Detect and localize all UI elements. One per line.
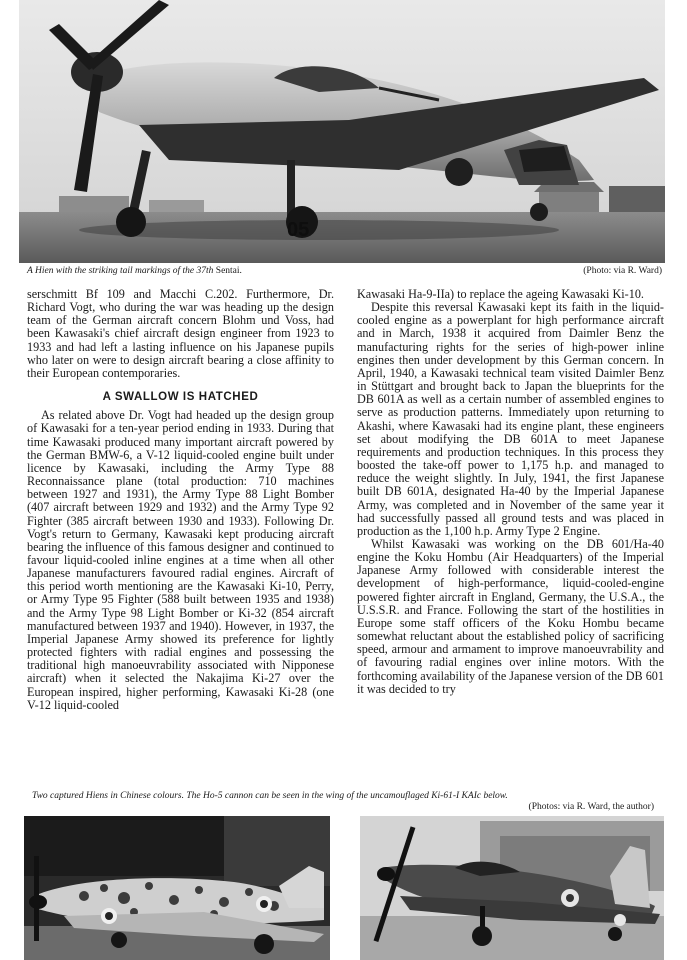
article-paragraph: serschmitt Bf 109 and Macchi C.202. Furthermore, Dr. Richard Vogt, who during the war was heading up the design team of the German aircraft concern Blohm und Voss, had been Kawasaki's chief aircraft design engineer from 1923 to 1933 and had left a lasting influence on his Japanese pupils who later on were to design aircraft bearing a close affinity to their European contemporaries.	[27, 287, 334, 380]
top-photo-credit: (Photo: via R. Ward)	[583, 266, 662, 276]
hien-fighter-aircraft-photo	[19, 0, 665, 263]
caption-text: Sentai.	[215, 266, 242, 276]
captured-camouflaged-hien-photo	[24, 816, 330, 960]
aircraft-photo-illustration	[360, 816, 664, 960]
aircraft-photo-illustration	[24, 816, 330, 960]
caption-text: Hien	[35, 266, 54, 276]
article-paragraph: Whilst Kawasaki was working on the DB 601/Ha-40 engine the Koku Hombu (Air Headquarters) of the Imperial Japanese Army followed with considerable interest the development of high-performance, liquid-cooled-engine powered fighter aircraft in England, Germany, the U.S.A., the U.S.S.R. and France. Following the start of the hostilities in Europe some staff officers of the Koku Hombu became somewhat reluctant about the established policy of sacrificing speed, armour and armament to improve manoeuvrability and of favouring radial engines over inline motors. With the forthcoming availability of the Japanese version of the DB 601 it was decided to try	[357, 536, 664, 696]
bottom-photos-caption: Two captured Hiens in Chinese colours. The Ho-5 cannon can be seen in the wing of the uncamouflaged Ki-61-I KAIc below.	[32, 791, 508, 801]
top-photo-caption	[27, 266, 242, 277]
article-paragraph: As related above Dr. Vogt had headed up the design group of Kawasaki for a ten-year period ending in 1933. During that time Kawasaki produced many important aircraft powered by the German BMW-6, a V-12 liquid-cooled engine built under licence by Kawasaki, including the Army Type 88 Reconnaissance plane (total production: 710 machines between 1927 and 1931), the Army Type 88 Light Bomber (407 aircraft between 1929 and 1932) and the Army Type 92 Fighter (385 aircraft between 1930 and 1933). Following Dr. Vogt's return to Germany, Kawasaki kept producing aircraft bearing the influence of this famous designer and continued to favour liquid-cooled inline engines at a time when all other Japanese manufacturers favoured radial engines. Aircraft of this period worth mentioning are the Kawasaki Ki-10, Perry, or Army Type 95 Fighter (588 built between 1935 and 1938) and the Army Type 98 Light Bomber or Ki-32 (854 aircraft manufactured between 1937 and 1940). However, in 1937, the Imperial Japanese Army showed its preference for lightly protected fighters with radial engines and possessing the traditional high manoeuvrability associated with Nipponese aircraft) when it selected the Nakajima Ki-27 over the European inspired, higher performing, Kawasaki Ki-28 (one V-12 liquid-cooled	[27, 408, 334, 712]
section-heading: A SWALLOW IS HATCHED	[102, 391, 259, 404]
article-column-right	[357, 288, 664, 696]
caption-text: A	[27, 266, 36, 276]
caption-text: with the striking tail markings of the 37th	[53, 266, 216, 276]
captured-uncamouflaged-ki61-photo	[360, 816, 664, 960]
bottom-photos-credit: (Photos: via R. Ward, the author)	[528, 802, 654, 812]
article-paragraph: Kawasaki Ha-9-IIa) to replace the ageing Kawasaki Ki-10.	[357, 287, 644, 301]
article-column-left	[27, 288, 334, 712]
aircraft-photo-illustration	[19, 0, 665, 263]
article-paragraph: Despite this reversal Kawasaki kept its faith in the liquid-cooled engine as a powerplant for high performance aircraft and in March, 1938 it acquired from Daimler Benz the manufacturing rights for the series of high-power inline engines then under development by this German concern. In April, 1940, a Kawasaki technical team visited Daimler Benz in Stüttgart and brought back to Japan the blueprints for the DB 601A as well as a certain number of assembled engines to serve as production patterns. Immediately upon returning to Akashi, where Kawasaki had its engine plant, these engineers set about modifying the DB 601A to meet Japanese requirements and production techniques. In this process they boosted the take-off power to 1,175 h.p. and managed to reduce the weight slightly. In July, 1941, the first Japanese built DB 601A, designated Ha-40 by the Imperial Japanese Army, was completed and in November of the same year it had successfully passed all ground tests and was placed in production as the 1,100 h.p. Army Type 2 Engine.	[357, 300, 664, 538]
fuselage-marking: 05	[287, 219, 310, 241]
